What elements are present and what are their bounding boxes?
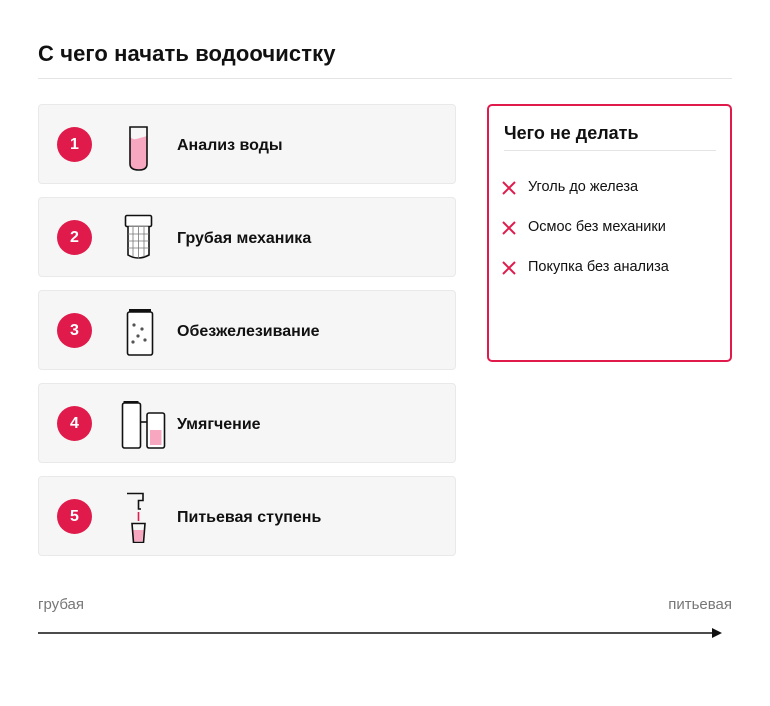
test-tube-icon	[119, 119, 169, 171]
step-card	[38, 476, 456, 556]
progress-arrow	[38, 626, 724, 640]
dont-do-divider	[504, 150, 716, 151]
step-number-badge: 3	[57, 313, 92, 348]
step-number-badge: 4	[57, 406, 92, 441]
step-label: Питьевая ступень	[177, 509, 322, 526]
step-number-badge: 2	[57, 220, 92, 255]
step-card	[38, 104, 456, 184]
dont-do-text: Уголь до железа	[528, 179, 639, 195]
step-card	[38, 197, 456, 277]
axis-start-label: грубая	[38, 596, 85, 613]
step-label: Грубая механика	[177, 230, 312, 247]
cross-icon	[502, 181, 516, 195]
step-number-badge: 1	[57, 127, 92, 162]
step-label: Анализ воды	[177, 137, 283, 154]
dont-do-text: Покупка без анализа	[528, 259, 669, 275]
cross-icon	[502, 221, 516, 235]
page-title: С чего начать водоочистку	[38, 41, 336, 66]
step-label: Умягчение	[177, 416, 261, 433]
dont-do-panel	[487, 104, 732, 362]
step-card	[38, 290, 456, 370]
step-number-badge: 5	[57, 499, 92, 534]
axis-end-label: питьевая	[668, 596, 732, 613]
dont-do-text: Осмос без механики	[528, 219, 666, 235]
mesh-filter-icon	[119, 212, 169, 264]
dont-do-title: Чего не делать	[504, 123, 639, 143]
iron-removal-tank-icon	[119, 305, 169, 357]
steps-list	[38, 104, 456, 569]
drinking-tap-glass-icon	[119, 491, 169, 543]
cross-icon	[502, 261, 516, 275]
title-divider	[38, 78, 732, 79]
softener-tanks-icon	[119, 398, 169, 450]
step-label: Обезжелезивание	[177, 323, 320, 340]
step-card	[38, 383, 456, 463]
